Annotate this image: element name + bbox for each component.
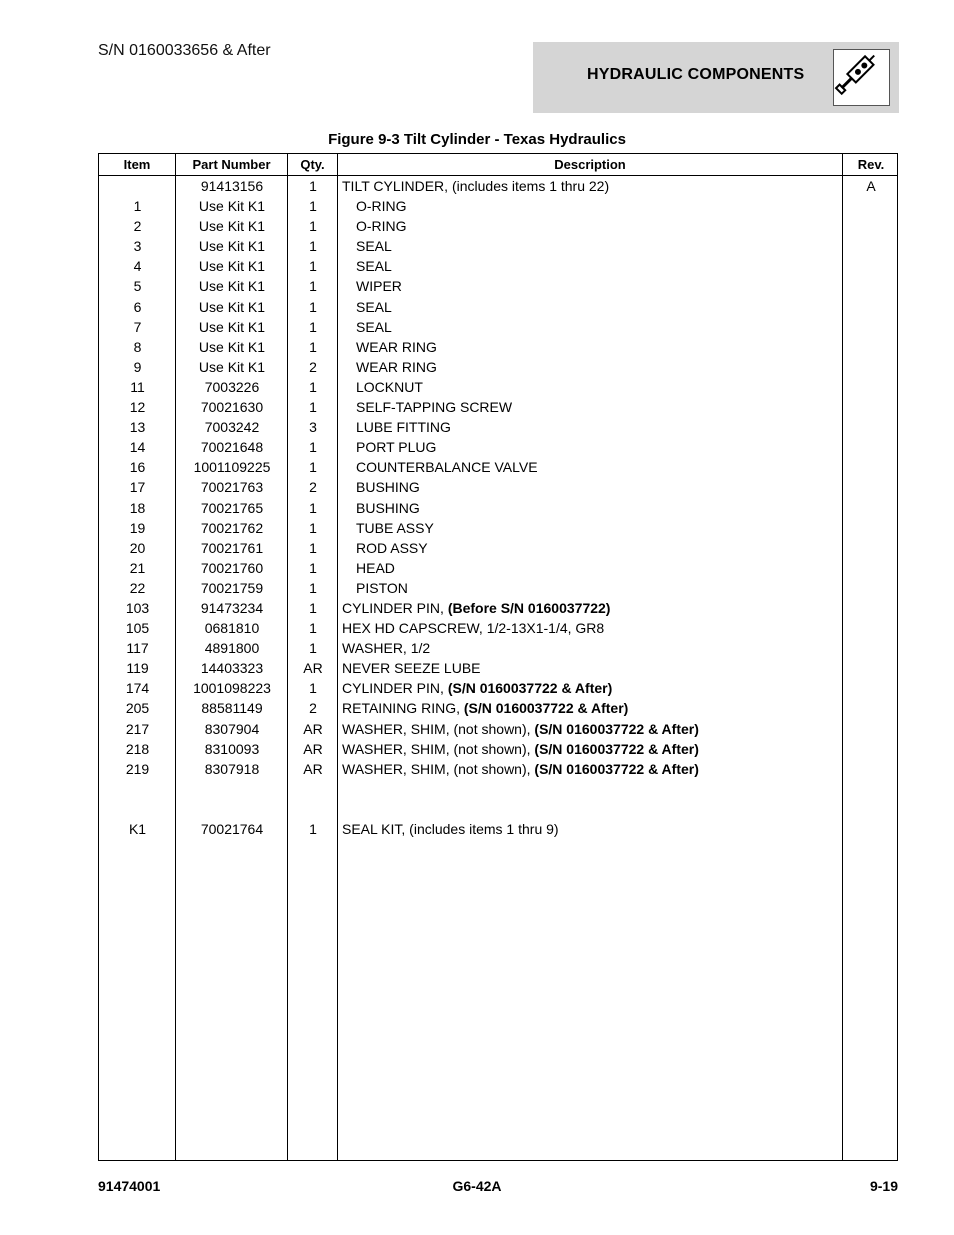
quantity: AR [303, 720, 323, 737]
table-row [99, 417, 897, 437]
part-number: 1001098223 [193, 680, 271, 697]
description [356, 337, 856, 357]
description-text: ROD ASSY [356, 539, 428, 556]
part-number: 91413156 [200, 178, 264, 194]
item-number: 1 [133, 198, 142, 215]
section-title: HYDRAULIC COMPONENTS [587, 66, 805, 83]
description-text: NEVER SEEZE LUBE [342, 660, 481, 677]
item-number: 103 [125, 599, 150, 616]
description [356, 498, 856, 518]
description [342, 739, 842, 759]
description-text: TILT CYLINDER, (includes items 1 thru 22) [342, 178, 610, 194]
item-number: 12 [129, 399, 146, 416]
description [356, 578, 856, 598]
description-text: LUBE FITTING [356, 419, 451, 436]
part-number: 70021764 [200, 821, 264, 837]
item-number: 14 [129, 439, 146, 456]
description-serial-note: (S/N 0160037722 & After) [534, 760, 699, 777]
description-serial-note: (S/N 0160037722 & After) [534, 740, 699, 757]
description [342, 658, 842, 678]
quantity: 1 [309, 499, 317, 516]
item-number: 7 [133, 318, 142, 335]
quantity: 1 [309, 338, 317, 355]
part-number: Use Kit K1 [198, 298, 266, 315]
description-text: LOCKNUT [356, 378, 423, 395]
table-row [99, 457, 897, 477]
quantity: 1 [309, 519, 317, 536]
item-number: 9 [133, 358, 142, 375]
description [342, 598, 842, 618]
description-text: SEAL [356, 258, 392, 275]
quantity: 2 [309, 479, 317, 496]
part-number: Use Kit K1 [198, 258, 266, 275]
table-row [99, 658, 897, 678]
revision: A [866, 178, 876, 194]
description-text: CYLINDER PIN, [342, 599, 448, 616]
table-row [99, 397, 897, 417]
description [356, 317, 856, 337]
item-number: 19 [129, 519, 146, 536]
description [356, 256, 856, 276]
table-row [99, 638, 897, 658]
part-number: 14403323 [200, 660, 264, 677]
quantity: 1 [309, 439, 317, 456]
quantity: 1 [309, 579, 317, 596]
item-number: 13 [129, 419, 146, 436]
quantity: 1 [309, 198, 317, 215]
description [342, 176, 842, 196]
description [356, 417, 856, 437]
part-number: 8307918 [204, 760, 260, 777]
item-number: 8 [133, 338, 142, 355]
description [356, 276, 856, 296]
footer-model: G6-42A [452, 1178, 502, 1194]
table-row [99, 216, 897, 236]
item-number: 205 [125, 700, 150, 717]
item-number: 4 [133, 258, 142, 275]
quantity: 1 [309, 378, 317, 395]
part-number: 70021759 [200, 579, 264, 596]
description-text: BUSHING [356, 499, 420, 516]
item-number: 16 [129, 459, 146, 476]
description-text: SELF-TAPPING SCREW [356, 399, 513, 416]
description [356, 518, 856, 538]
table-row [99, 196, 897, 216]
description [356, 477, 856, 497]
description [342, 618, 842, 638]
part-number: 8310093 [204, 740, 260, 757]
description-text: WEAR RING [356, 358, 437, 375]
table-row [99, 297, 897, 317]
part-number: Use Kit K1 [198, 338, 266, 355]
description [356, 437, 856, 457]
table-row [99, 477, 897, 497]
description-serial-note: (Before S/N 0160037722) [447, 599, 611, 616]
quantity: 1 [309, 459, 317, 476]
part-number: 70021762 [200, 519, 264, 536]
description-text: SEAL [356, 238, 392, 255]
item-number: 218 [125, 740, 150, 757]
description [342, 819, 842, 839]
description-text: WASHER, SHIM, (not shown), [342, 760, 535, 777]
part-number: 70021648 [200, 439, 264, 456]
description-text: O-RING [356, 218, 407, 235]
item-number: 119 [126, 660, 149, 677]
description [356, 397, 856, 417]
table-row [99, 698, 897, 718]
quantity: 1 [309, 238, 317, 255]
table-row [99, 256, 897, 276]
description-text: SEAL [356, 318, 392, 335]
part-number: Use Kit K1 [198, 218, 266, 235]
part-number: 70021761 [200, 539, 264, 556]
table-row [99, 377, 897, 397]
item-number: 219 [125, 760, 150, 777]
table-row [99, 538, 897, 558]
table-row [99, 337, 897, 357]
table-row [99, 618, 897, 638]
quantity: 1 [309, 298, 317, 315]
footer-doc-number: 91474001 [98, 1178, 161, 1194]
description-text: WEAR RING [356, 338, 437, 355]
column-header-qty: Qty. [300, 157, 325, 172]
description [356, 236, 856, 256]
description-text: HEAD [356, 559, 395, 576]
table-row [99, 819, 897, 839]
quantity: 1 [309, 218, 317, 235]
part-number: 70021760 [200, 559, 264, 576]
description-text: CYLINDER PIN, [342, 680, 448, 697]
part-number: 7003226 [204, 378, 260, 395]
part-number: Use Kit K1 [198, 198, 266, 215]
description [342, 719, 842, 739]
hydraulic-cylinder-icon [833, 49, 890, 106]
quantity: 1 [309, 640, 317, 657]
part-number: 70021765 [200, 499, 264, 516]
table-row [99, 236, 897, 256]
item-number: 6 [133, 298, 142, 315]
item-number: 11 [130, 378, 145, 395]
description [356, 457, 856, 477]
table-row [99, 176, 897, 196]
description [356, 196, 856, 216]
part-number: 0681810 [204, 620, 260, 637]
description-text: HEX HD CAPSCREW, 1/2-13X1-1/4, GR8 [342, 620, 605, 637]
description-text: SEAL KIT, (includes items 1 thru 9) [342, 821, 559, 837]
part-number: 4891800 [204, 640, 260, 657]
description-text: TUBE ASSY [356, 519, 434, 536]
part-number: Use Kit K1 [198, 358, 266, 375]
description [356, 558, 856, 578]
table-row [99, 276, 897, 296]
part-number: Use Kit K1 [198, 278, 266, 295]
description-text: SEAL [356, 298, 392, 315]
quantity: 1 [309, 821, 317, 837]
table-row [99, 317, 897, 337]
part-number: 70021763 [200, 479, 264, 496]
description-text: COUNTERBALANCE VALVE [356, 459, 538, 476]
table-row [99, 578, 897, 598]
table-row [99, 598, 897, 618]
row-spacer [99, 779, 897, 819]
quantity: AR [303, 760, 323, 777]
table-row [99, 558, 897, 578]
part-number: 8307904 [204, 720, 260, 737]
description-serial-note: (S/N 0160037722 & After) [447, 680, 613, 697]
description-text: O-RING [356, 198, 407, 215]
item-number: 18 [129, 499, 146, 516]
item-number: 22 [129, 579, 146, 596]
quantity: 1 [309, 680, 317, 697]
item-number: 117 [126, 640, 149, 657]
item-number: 17 [129, 479, 146, 496]
table-row [99, 518, 897, 538]
table-row [99, 498, 897, 518]
description [356, 538, 856, 558]
table-row [99, 759, 897, 779]
serial-number: S/N 0160033656 & After [98, 42, 271, 59]
quantity: 1 [309, 318, 317, 335]
quantity: 1 [309, 178, 317, 194]
quantity: 1 [309, 620, 317, 637]
description-text: WASHER, 1/2 [342, 640, 431, 657]
description-text: BUSHING [356, 479, 420, 496]
column-header-item: Item [123, 157, 151, 172]
footer-page-number: 9-19 [869, 1178, 898, 1194]
part-number: Use Kit K1 [198, 238, 266, 255]
description-text: WIPER [356, 278, 402, 295]
item-number: 2 [133, 218, 142, 235]
part-number: 88581149 [201, 700, 263, 717]
item-number: 105 [125, 620, 150, 637]
item-number: 174 [125, 680, 150, 697]
part-number: Use Kit K1 [198, 318, 266, 335]
column-header-rev: Rev. [857, 157, 885, 172]
quantity: AR [303, 740, 323, 757]
item-number: K1 [128, 821, 147, 837]
table-row [99, 678, 897, 698]
description-serial-note: (S/N 0160037722 & After) [463, 700, 629, 717]
item-number: 21 [129, 559, 146, 576]
quantity: 1 [309, 278, 317, 295]
quantity: 3 [309, 419, 317, 436]
description [342, 698, 842, 718]
quantity: 1 [309, 539, 317, 556]
item-number: 5 [133, 278, 142, 295]
quantity: 1 [309, 559, 317, 576]
description-serial-note: (S/N 0160037722 & After) [534, 720, 699, 737]
section-header [533, 42, 899, 113]
item-number: 217 [125, 720, 150, 737]
quantity: 1 [309, 599, 317, 616]
table-row [99, 437, 897, 457]
description-text: PORT PLUG [356, 439, 437, 456]
table-row [99, 739, 897, 759]
table-row [99, 719, 897, 739]
description [342, 678, 842, 698]
description-text: PISTON [356, 579, 408, 596]
quantity: 2 [309, 358, 317, 375]
description [356, 297, 856, 317]
part-number: 7003242 [204, 419, 260, 436]
description [356, 216, 856, 236]
column-header-description: Description [554, 157, 626, 172]
parts-table [98, 153, 898, 1161]
description [342, 638, 842, 658]
description-text: WASHER, SHIM, (not shown), [342, 720, 535, 737]
quantity: 1 [309, 258, 317, 275]
description-text: WASHER, SHIM, (not shown), [342, 740, 535, 757]
column-header-part-number: Part Number [192, 157, 271, 172]
part-number: 1001109225 [193, 459, 271, 476]
quantity: 2 [309, 700, 317, 717]
description [342, 759, 842, 779]
part-number: 70021630 [200, 399, 264, 416]
part-number: 91473234 [200, 599, 264, 616]
item-number: 3 [133, 238, 142, 255]
quantity: AR [303, 660, 323, 677]
description-text: RETAINING RING, [342, 700, 464, 717]
item-number: 20 [129, 539, 146, 556]
quantity: 1 [309, 399, 317, 416]
table-row [99, 357, 897, 377]
description [356, 377, 856, 397]
table-body [99, 176, 897, 839]
description [356, 357, 856, 377]
figure-title: Figure 9-3 Tilt Cylinder - Texas Hydraulics [328, 131, 626, 148]
